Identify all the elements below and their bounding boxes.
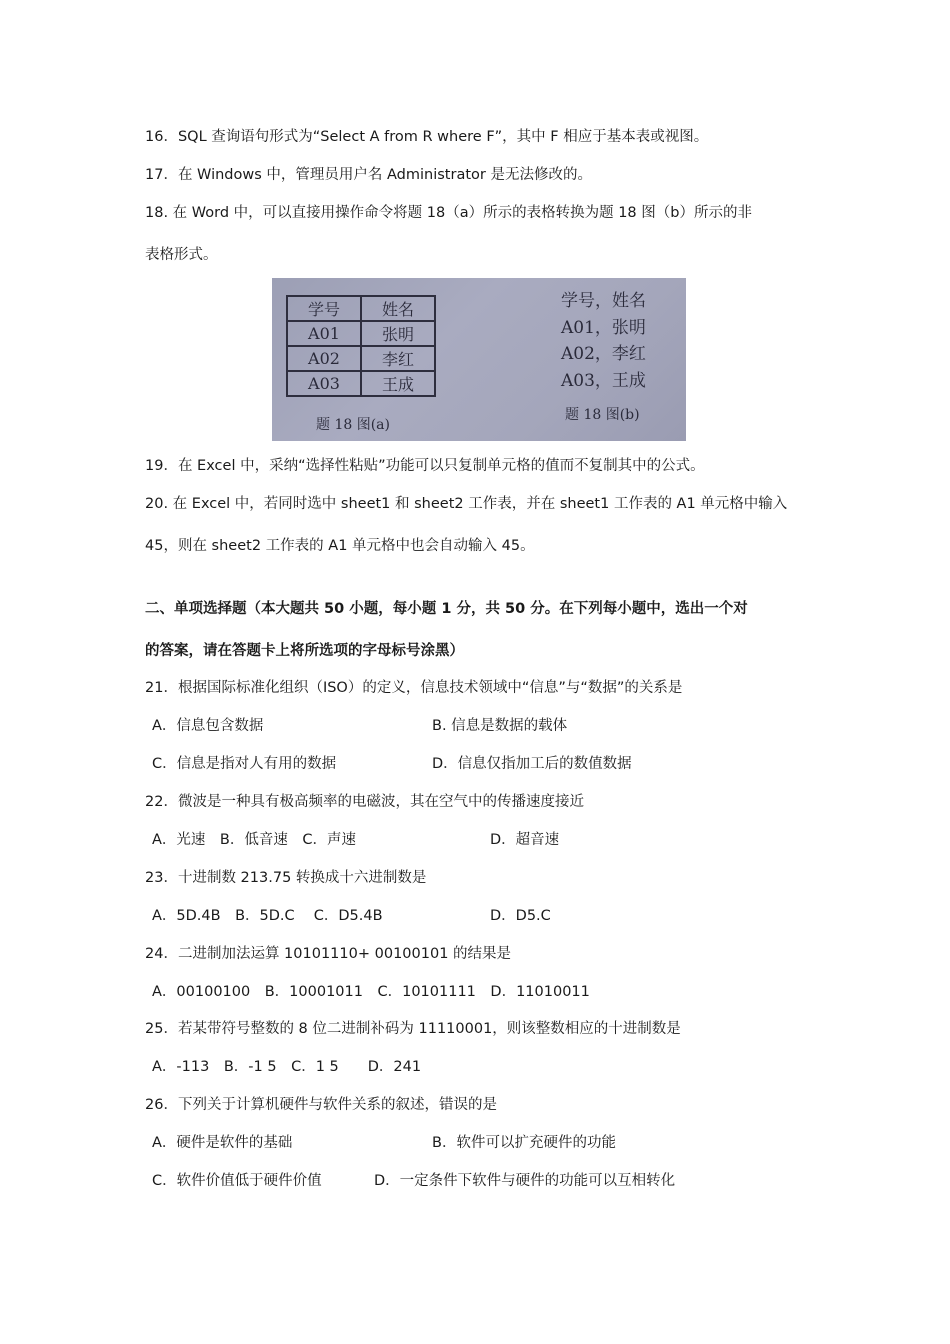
q21-option-c: C．信息是指对人有用的数据 xyxy=(152,756,337,772)
q23-options-abc: A．5D.4B B．5D.C C．D5.4B xyxy=(152,908,383,924)
section-2-heading-line2: 的答案，请在答题卡上将所选项的字母标号涂黑） xyxy=(145,643,464,659)
question-18-line1: 18. 在 Word 中，可以直接用操作命令将题 18（a）所示的表格转换为题 18 图（b）所示的非 xyxy=(145,205,752,221)
q26-option-a: A．硬件是软件的基础 xyxy=(152,1135,293,1151)
figure-caption-a: 题 18 图(a) xyxy=(316,417,390,433)
table-cell: A02 xyxy=(287,346,361,371)
q25-options: A．-113 B．-1 5 C．1 5 D．241 xyxy=(152,1059,422,1075)
figure-18b-line: A02，李红 xyxy=(561,344,646,364)
question-16: 16．SQL 查询语句形式为“Select A from R where F”，其中 F 相应于基本表或视图。 xyxy=(145,129,709,145)
question-19: 19．在 Excel 中，采纳“选择性粘贴”功能可以只复制单元格的值而不复制其中的公式。 xyxy=(145,458,705,474)
q22-options-abc: A．光速 B．低音速 C．声速 xyxy=(152,832,356,848)
question-20-line1: 20. 在 Excel 中，若同时选中 sheet1 和 sheet2 工作表，并在 sheet1 工作表的 A1 单元格中输入 xyxy=(145,496,788,512)
figure-caption-b: 题 18 图(b) xyxy=(565,407,640,423)
section-2-heading-line1: 二、单项选择题（本大题共 50 小题，每小题 1 分，共 50 分。在下列每小题中，选出一个对 xyxy=(145,601,748,617)
table-cell: 张明 xyxy=(361,321,435,346)
q21-option-d: D．信息仅指加工后的数值数据 xyxy=(432,756,632,772)
table-cell: 李红 xyxy=(361,346,435,371)
figure-18b-text xyxy=(561,288,646,394)
q21-option-a: A．信息包含数据 xyxy=(152,718,264,734)
table-row xyxy=(287,371,435,396)
figure-18b-line: 学号，姓名 xyxy=(561,291,646,311)
q26-option-b: B．软件可以扩充硬件的功能 xyxy=(432,1135,616,1151)
question-22: 22．微波是一种具有极高频率的电磁波，其在空气中的传播速度接近 xyxy=(145,794,584,810)
table-cell: A01 xyxy=(287,321,361,346)
question-26: 26．下列关于计算机硬件与软件关系的叙述，错误的是 xyxy=(145,1097,497,1113)
q26-option-c: C．软件价值低于硬件价值 xyxy=(152,1173,322,1189)
q22-option-d: D．超音速 xyxy=(490,832,560,848)
question-23: 23．十进制数 213.75 转换成十六进制数是 xyxy=(145,870,427,886)
question-25: 25．若某带符号整数的 8 位二进制补码为 11110001，则该整数相应的十进制数是 xyxy=(145,1021,681,1037)
figure-18-photo xyxy=(272,278,686,441)
table-cell: 姓名 xyxy=(361,296,435,321)
table-cell: 王成 xyxy=(361,371,435,396)
table-cell: 学号 xyxy=(287,296,361,321)
question-21: 21．根据国际标准化组织（ISO）的定义，信息技术领域中“信息”与“数据”的关系是 xyxy=(145,680,683,696)
figure-18b-line: A03，王成 xyxy=(561,370,646,391)
q21-option-b: B. 信息是数据的载体 xyxy=(432,718,568,734)
q26-option-d: D．一定条件下软件与硬件的功能可以互相转化 xyxy=(374,1173,676,1189)
table-row xyxy=(287,296,435,321)
figure-18b-line: A01，张明 xyxy=(561,317,646,338)
question-17: 17．在 Windows 中，管理员用户名 Administrator 是无法修改的。 xyxy=(145,167,592,183)
q23-option-d: D．D5.C xyxy=(490,908,551,924)
question-18-line2: 表格形式。 xyxy=(145,247,218,263)
table-row xyxy=(287,321,435,346)
table-cell: A03 xyxy=(287,371,361,396)
q24-options: A．00100100 B．10001011 C．10101111 D．11010011 xyxy=(152,984,590,1000)
question-20-line2: 45，则在 sheet2 工作表的 A1 单元格中也会自动输入 45。 xyxy=(145,538,535,554)
table-row xyxy=(287,346,435,371)
figure-18a-table xyxy=(286,295,436,397)
question-24: 24．二进制加法运算 10101110+ 00100101 的结果是 xyxy=(145,946,512,962)
